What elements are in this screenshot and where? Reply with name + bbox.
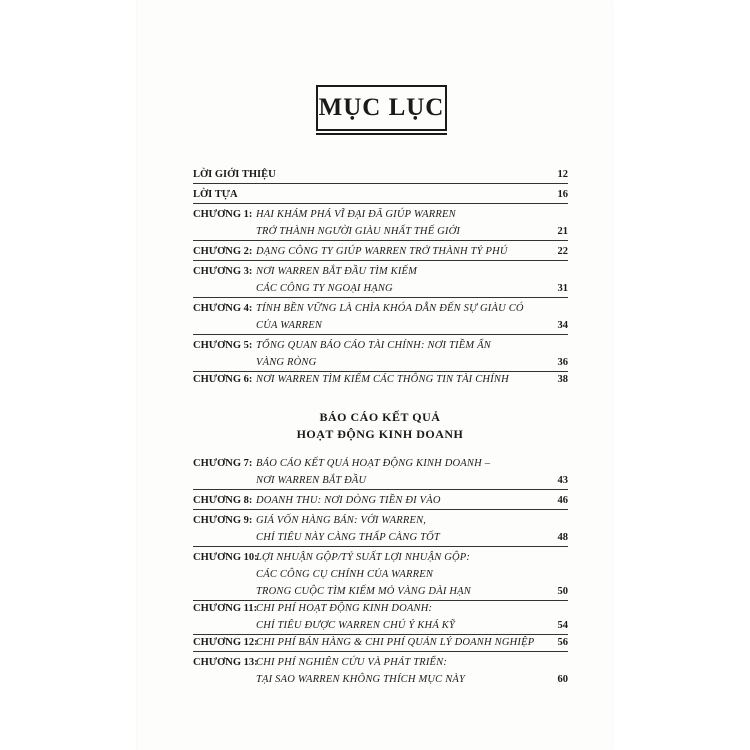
toc-entry-title-line: CÁC CÔNG TY NGOẠI HẠNG — [256, 283, 393, 294]
toc-entry-divider — [193, 634, 568, 635]
toc-entry-page: 48 — [557, 532, 568, 543]
toc-entry-title-line: NƠI WARREN BẮT ĐẦU — [256, 475, 367, 486]
toc-entry-title-line: CHI PHÍ HOẠT ĐỘNG KINH DOANH: — [256, 603, 433, 614]
toc-entry-divider — [193, 509, 568, 510]
toc-title: MỤC LỤC — [318, 94, 445, 121]
toc-entry-title-line: TRỞ THÀNH NGƯỜI GIÀU NHẤT THẾ GIỚI — [256, 226, 461, 237]
toc-entry-label: CHƯƠNG 1: — [193, 209, 253, 220]
toc-entry-label: CHƯƠNG 8: — [193, 495, 253, 506]
toc-entry-label: CHƯƠNG 12: — [193, 637, 258, 648]
toc-entry-page: 46 — [557, 495, 568, 506]
toc-entry-divider — [193, 297, 568, 298]
toc-entry-title-line: TẠI SAO WARREN KHÔNG THÍCH MỤC NÀY — [256, 674, 466, 685]
toc-entry-label: CHƯƠNG 2: — [193, 246, 253, 257]
toc-entry-label: CHƯƠNG 9: — [193, 515, 253, 526]
toc-entry-label: CHƯƠNG 6: — [193, 374, 253, 385]
toc-entry-title-line: VÀNG RÒNG — [256, 357, 317, 368]
toc-entry-page: 43 — [557, 475, 568, 486]
toc-entry-title-line: HAI KHÁM PHÁ VĨ ĐẠI ĐÃ GIÚP WARREN — [256, 209, 456, 220]
toc-entry-title-line: CỦA WARREN — [256, 320, 323, 331]
toc-entry-title-line: CHỈ TIÊU ĐƯỢC WARREN CHÚ Ý KHÁ KỸ — [256, 620, 455, 631]
toc-entry-title-line: DẠNG CÔNG TY GIÚP WARREN TRỞ THÀNH TỶ PHÚ — [256, 246, 508, 257]
toc-entry-label: LỜI TỰA — [193, 189, 238, 200]
toc-entry-divider — [193, 600, 568, 601]
toc-entry-label: CHƯƠNG 10: — [193, 552, 258, 563]
toc-entry-title-line: TRONG CUỘC TÌM KIẾM MỎ VÀNG DÀI HẠN — [256, 586, 471, 597]
toc-entry-title-line: TỔNG QUAN BÁO CÁO TÀI CHÍNH: NƠI TIỀM ẨN — [256, 340, 491, 351]
toc-entry-title-line: LỢI NHUẬN GỘP/TỶ SUẤT LỢI NHUẬN GỘP: — [256, 552, 471, 563]
toc-entry-title-line: TÍNH BỀN VỮNG LÀ CHÌA KHÓA DẪN ĐẾN SỰ GIÀU CÓ — [256, 303, 524, 314]
toc-entry-title-line: CHỈ TIÊU NÀY CÀNG THẤP CÀNG TỐT — [256, 532, 440, 543]
toc-entry-label: CHƯƠNG 3: — [193, 266, 253, 277]
toc-entry-page: 36 — [557, 357, 568, 368]
toc-entry-page: 31 — [557, 283, 568, 294]
section-heading-line-2: HOẠT ĐỘNG KINH DOANH — [296, 427, 464, 441]
toc-entry-page: 16 — [557, 189, 568, 200]
toc-entry-page: 22 — [557, 246, 568, 257]
toc-entry-title-line: NƠI WARREN BẮT ĐẦU TÌM KIẾM — [256, 266, 418, 277]
toc-entry-divider — [193, 546, 568, 547]
toc-entry-label: CHƯƠNG 11: — [193, 603, 258, 614]
toc-entry-page: 34 — [557, 320, 568, 331]
toc-entry-divider — [193, 651, 568, 652]
toc-entry-page: 12 — [557, 169, 568, 180]
toc-entry-divider — [193, 334, 568, 335]
toc-entry-divider — [193, 240, 568, 241]
toc-entry-divider — [193, 203, 568, 204]
toc-entry-title-line: CHI PHÍ BÁN HÀNG & CHI PHÍ QUẢN LÝ DOANH NGHIỆP — [256, 637, 535, 648]
toc-entry-label: LỜI GIỚI THIỆU — [193, 169, 276, 180]
toc-entry-title-line: DOANH THU: NƠI DÒNG TIỀN ĐI VÀO — [256, 495, 441, 506]
toc-entry-page: 54 — [557, 620, 568, 631]
toc-title-box — [316, 85, 447, 131]
toc-entry-title-line: BÁO CÁO KẾT QUẢ HOẠT ĐỘNG KINH DOANH – — [256, 458, 491, 469]
toc-entry-page: 21 — [557, 226, 568, 237]
toc-entry-divider — [193, 371, 568, 372]
toc-entry-divider — [193, 260, 568, 261]
toc-entry-label: CHƯƠNG 7: — [193, 458, 253, 469]
toc-entry-label: CHƯƠNG 5: — [193, 340, 253, 351]
toc-entry-page: 50 — [557, 586, 568, 597]
toc-entry-title-line: CÁC CÔNG CỤ CHÍNH CỦA WARREN — [256, 569, 434, 580]
section-heading-line-1: BÁO CÁO KẾT QUẢ — [319, 410, 441, 424]
toc-entry-divider — [193, 183, 568, 184]
toc-entry-title-line: CHI PHÍ NGHIÊN CỨU VÀ PHÁT TRIỂN: — [256, 657, 448, 668]
toc-entry-page: 38 — [557, 374, 568, 385]
toc-entry-label: CHƯƠNG 4: — [193, 303, 253, 314]
toc-entry-divider — [193, 489, 568, 490]
toc-entry-label: CHƯƠNG 13: — [193, 657, 258, 668]
toc-entry-page: 60 — [557, 674, 568, 685]
toc-entry-title-line: NƠI WARREN TÌM KIẾM CÁC THÔNG TIN TÀI CHÍNH — [256, 374, 509, 385]
toc-entry-title-line: GIÁ VỐN HÀNG BÁN: VỚI WARREN, — [256, 515, 427, 526]
toc-entry-page: 56 — [557, 637, 568, 648]
